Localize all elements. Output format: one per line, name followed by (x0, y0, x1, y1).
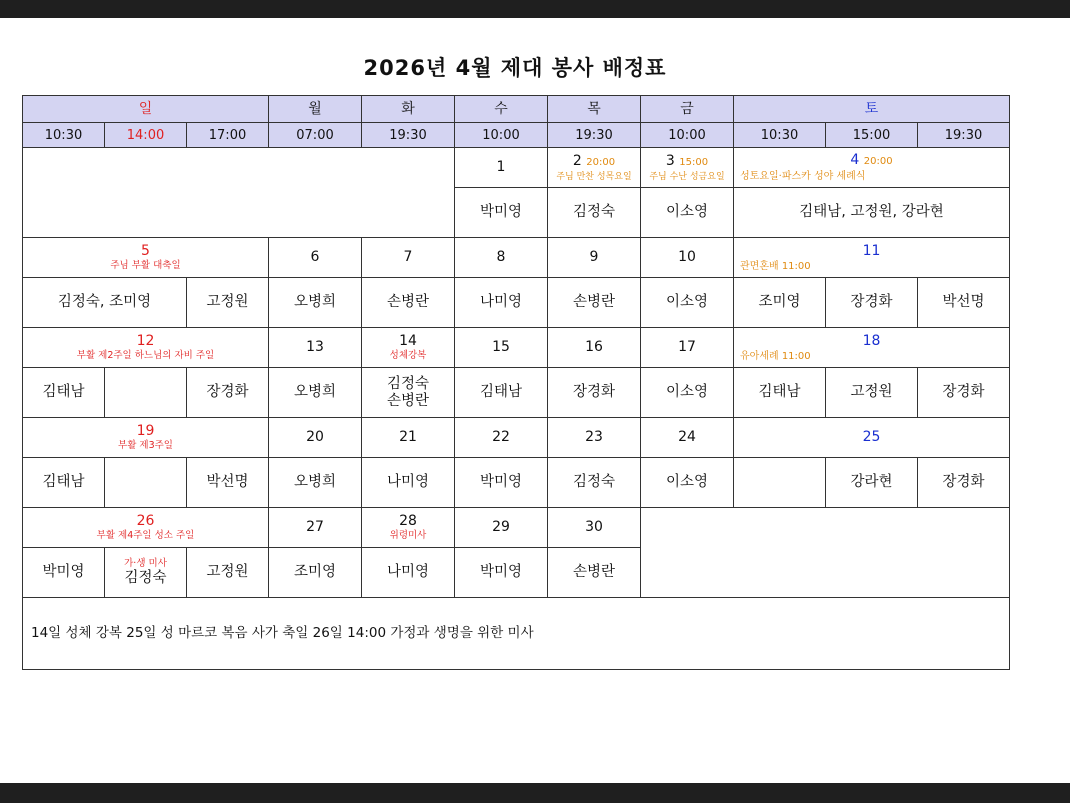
footer-note: 14일 성체 강복 25일 성 마르코 복음 사가 축일 26일 14:00 가정과 생명을 위한 미사 (23, 598, 1010, 670)
date-cell: 13 (269, 328, 362, 368)
date-cell: 4 20:00 성토요일·파스카 성야 세례식 (734, 148, 1010, 188)
date-cell: 25 (734, 418, 1010, 458)
name-cell: 장경화 (548, 368, 641, 418)
week2-date-row (23, 238, 1010, 278)
name-cell: 김태남 (455, 368, 548, 418)
name-cell: 장경화 (826, 278, 918, 328)
date-cell: 12 부활 제2주일 하느님의 자비 주일 (23, 328, 269, 368)
time-cell: 10:30 (734, 123, 826, 148)
date-cell: 26 부활 제4주일 성소 주일 (23, 508, 269, 548)
time-cell: 07:00 (269, 123, 362, 148)
name-cell: 고정원 (187, 548, 269, 598)
name-cell: 조미영 (734, 278, 826, 328)
date-cell: 9 (548, 238, 641, 278)
name-cell: 이소영 (641, 368, 734, 418)
name-cell: 고정원 (187, 278, 269, 328)
day-sat: 토 (734, 96, 1010, 123)
name-cell: 장경화 (918, 368, 1010, 418)
name-cell: 가·생 미사 김정숙 (105, 548, 187, 598)
week1-date-row (23, 148, 1010, 188)
name-cell: 박미영 (455, 458, 548, 508)
name-cell: 강라현 (826, 458, 918, 508)
name-cell: 손병란 (548, 548, 641, 598)
week4-date-row (23, 418, 1010, 458)
date-cell: 22 (455, 418, 548, 458)
date-cell: 7 (362, 238, 455, 278)
footer-note-row (23, 598, 1010, 670)
time-cell: 19:30 (362, 123, 455, 148)
week4-name-row (23, 458, 1010, 508)
bottom-bar (0, 783, 1070, 803)
name-cell: 장경화 (918, 458, 1010, 508)
name-cell (105, 368, 187, 418)
name-cell: 김정숙 (548, 188, 641, 238)
date-cell: 20 (269, 418, 362, 458)
name-cell: 박선명 (918, 278, 1010, 328)
name-cell: 김태남 (23, 368, 105, 418)
time-cell: 14:00 (105, 123, 187, 148)
date-cell: 23 (548, 418, 641, 458)
date-cell: 24 (641, 418, 734, 458)
name-cell (105, 458, 187, 508)
schedule-table (22, 95, 1010, 670)
date-cell: 14 성체강복 (362, 328, 455, 368)
empty-cell (23, 148, 455, 238)
day-header-row (23, 96, 1010, 123)
date-cell: 27 (269, 508, 362, 548)
day-wed: 수 (455, 96, 548, 123)
date-cell: 21 (362, 418, 455, 458)
date-cell: 17 (641, 328, 734, 368)
date-cell: 5 주님 부활 대축일 (23, 238, 269, 278)
date-cell: 18 유아세례 11:00 (734, 328, 1010, 368)
day-sun: 일 (23, 96, 269, 123)
date-cell: 6 (269, 238, 362, 278)
name-cell: 김태남 (23, 458, 105, 508)
name-cell: 나미영 (455, 278, 548, 328)
date-cell: 16 (548, 328, 641, 368)
day-fri: 금 (641, 96, 734, 123)
top-bar (0, 0, 1070, 18)
date-cell: 15 (455, 328, 548, 368)
date-cell: 10 (641, 238, 734, 278)
name-cell (734, 458, 826, 508)
name-cell: 김정숙, 조미영 (23, 278, 187, 328)
empty-cell (641, 508, 1010, 598)
time-cell: 19:30 (548, 123, 641, 148)
week5-date-row (23, 508, 1010, 548)
date-cell: 29 (455, 508, 548, 548)
name-cell: 손병란 (362, 278, 455, 328)
name-cell: 조미영 (269, 548, 362, 598)
name-cell: 나미영 (362, 458, 455, 508)
name-cell: 이소영 (641, 188, 734, 238)
name-cell: 김태남 (734, 368, 826, 418)
date-cell: 28 위령미사 (362, 508, 455, 548)
time-cell: 19:30 (918, 123, 1010, 148)
name-cell: 박미영 (23, 548, 105, 598)
name-cell: 김정숙 손병란 (362, 368, 455, 418)
name-cell: 이소영 (641, 458, 734, 508)
date-cell: 2 20:00 주님 만찬 성목요일 (548, 148, 641, 188)
page-title: 2026년 4월 제대 봉사 배정표 (363, 56, 667, 80)
day-thu: 목 (548, 96, 641, 123)
name-cell: 나미영 (362, 548, 455, 598)
time-cell: 10:00 (455, 123, 548, 148)
date-cell: 30 (548, 508, 641, 548)
week2-name-row (23, 278, 1010, 328)
day-mon: 월 (269, 96, 362, 123)
name-cell: 오병희 (269, 458, 362, 508)
time-cell: 10:00 (641, 123, 734, 148)
name-cell: 박미영 (455, 188, 548, 238)
name-cell: 오병희 (269, 278, 362, 328)
name-cell: 김태남, 고정원, 강라현 (734, 188, 1010, 238)
time-cell: 15:00 (826, 123, 918, 148)
name-cell: 손병란 (548, 278, 641, 328)
name-cell: 오병희 (269, 368, 362, 418)
date-cell: 3 15:00 주님 수난 성금요일 (641, 148, 734, 188)
week3-name-row (23, 368, 1010, 418)
name-cell: 박선명 (187, 458, 269, 508)
date-cell: 8 (455, 238, 548, 278)
time-cell: 10:30 (23, 123, 105, 148)
date-cell: 1 (455, 148, 548, 188)
name-cell: 장경화 (187, 368, 269, 418)
name-cell: 김정숙 (548, 458, 641, 508)
date-cell: 11 관면혼배 11:00 (734, 238, 1010, 278)
name-cell: 이소영 (641, 278, 734, 328)
name-cell: 고정원 (826, 368, 918, 418)
name-cell: 박미영 (455, 548, 548, 598)
date-cell: 19 부활 제3주일 (23, 418, 269, 458)
day-tue: 화 (362, 96, 455, 123)
time-cell: 17:00 (187, 123, 269, 148)
time-header-row (23, 123, 1010, 148)
week3-date-row (23, 328, 1010, 368)
